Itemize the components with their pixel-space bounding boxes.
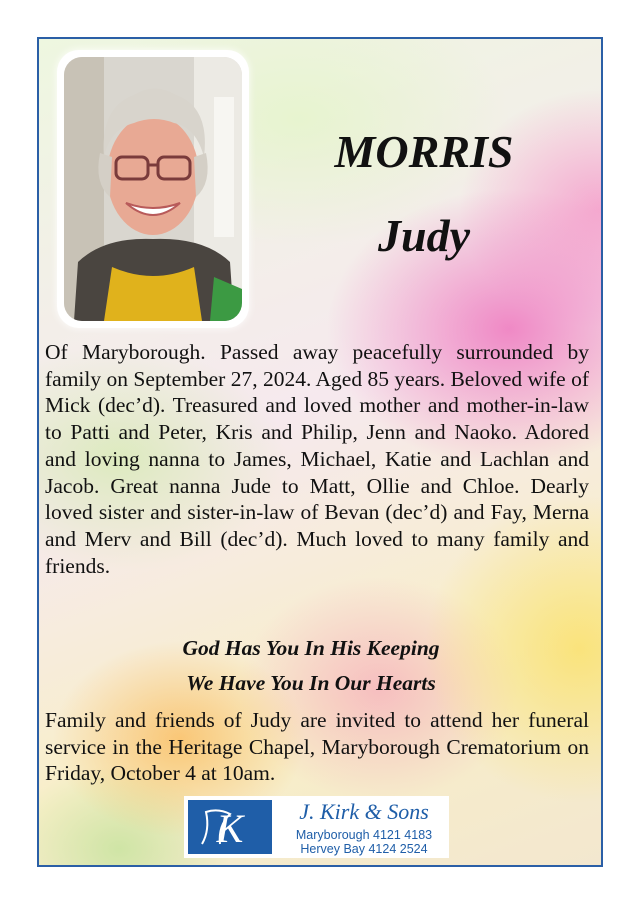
funeral-director-phone-hervey-bay: Hervey Bay 4124 2524 [300,842,428,856]
obituary-text: Of Maryborough. Passed away peacefully surrounded by family on September 27, 2024. Aged 85 years. Beloved wife of Mick (dec’d). Treasured and loved mother and mother-in-law to Patti and Peter, Kris and Philip, Jenn and Naoko. Adored and loving nanna to James, Michael, Katie and Lachlan and Jacob. Great nanna Jude to Matt, Ollie and Chloe. Dearly loved sister and sister-in-law of Bevan (dec’d) and Fay, Merna and Merv and Bill (dec’d). Much loved to many family and friends. [45,340,589,578]
verse-line-1: God Has You In His Keeping [182,636,440,660]
given-name: Judy [378,210,470,261]
surname: MORRIS [334,126,514,177]
verse-line-2: We Have You In Our Hearts [186,671,436,695]
funeral-director-logo [184,796,449,858]
portrait-frame [57,50,249,328]
portrait-photo [64,57,242,321]
k-monogram-icon [188,800,272,854]
funeral-director-name: J. Kirk & Sons [299,799,429,824]
notice-card [37,37,603,867]
logo-letter: K [216,806,244,851]
funeral-director-phone-maryborough: Maryborough 4121 4183 [295,828,433,842]
service-details: Family and friends of Judy are invited to attend her funeral service in the Heritage Chapel, Maryborough Crematorium on Friday, October 4 at 10am. [45,708,589,786]
